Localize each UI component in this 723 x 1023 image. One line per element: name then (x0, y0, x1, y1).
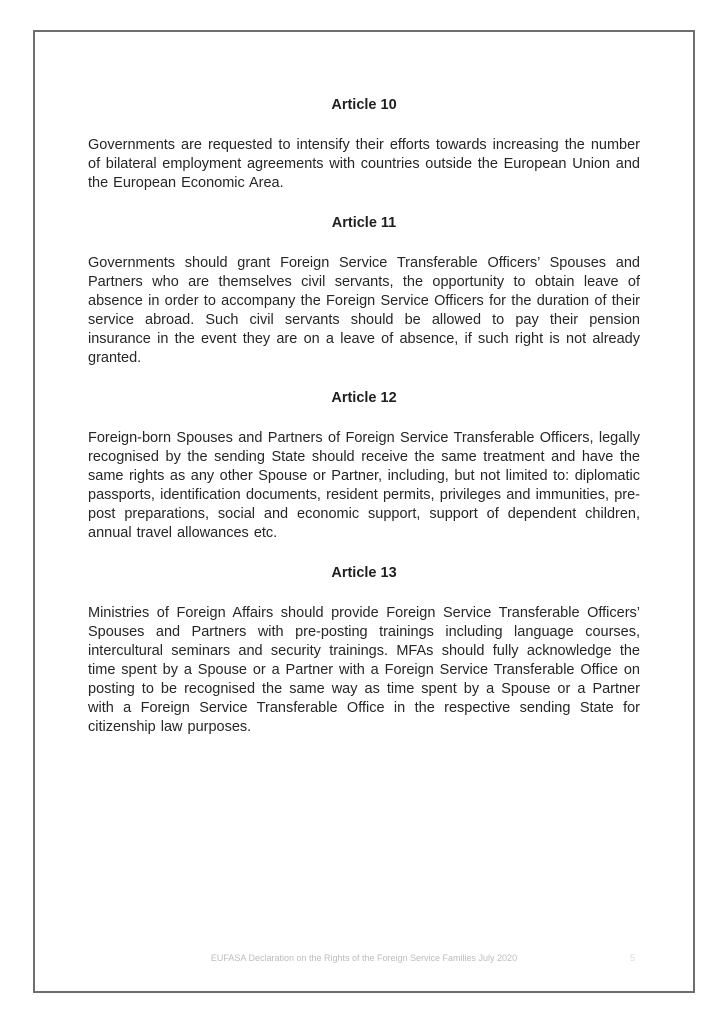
article-section (88, 389, 640, 543)
article-11-heading: Article 11 (331, 215, 397, 231)
article-section (88, 214, 640, 368)
page-footer (35, 951, 693, 965)
article-11-body: Governments should grant Foreign Service Transferable Officers’ Spouses and Partners who are themselves civil servants, the opportunity to obtain leave of absence in order to accompany the Foreign Service Officers for the duration of their service abroad. Such civil servants should be allowed to pay their pension insurance in the event they are on a leave of absence, if such right is not already granted. (88, 255, 640, 366)
article-section (88, 564, 640, 737)
article-10-heading: Article 10 (331, 97, 397, 113)
page-number: 5 (629, 953, 635, 963)
article-12-body: Foreign-born Spouses and Partners of Foreign Service Transferable Officers, legally recognised by the sending State should receive the same treatment and have the same rights as any other Spouse or Partner, including, but not limited to: diplomatic passports, identification documents, resident permits, privileges and immunities, pre-post preparations, social and economic support, support of dependent children, annual travel allowances etc. (88, 430, 640, 541)
document-page-border (33, 30, 695, 993)
article-13-body: Ministries of Foreign Affairs should provide Foreign Service Transferable Officers’ Spouses and Partners with pre-posting trainings including language courses, intercultural seminars and security trainings. MFAs should fully acknowledge the time spent by a Spouse or a Partner with a Foreign Service Transferable Office on posting to be recognised the same way as time spent by a Spouse or a Partner with a Foreign Service Transferable Office in the respective sending State for citizenship law purposes. (88, 605, 640, 735)
document-content (35, 32, 693, 737)
article-13-heading: Article 13 (331, 565, 397, 581)
article-section (88, 96, 640, 193)
footer-text: EUFASA Declaration on the Rights of the Foreign Service Families July 2020 (210, 953, 518, 963)
article-10-body: Governments are requested to intensify their efforts towards increasing the number of bilateral employment agreements with countries outside the European Union and the European Economic Area. (88, 137, 640, 191)
article-12-heading: Article 12 (331, 390, 397, 406)
